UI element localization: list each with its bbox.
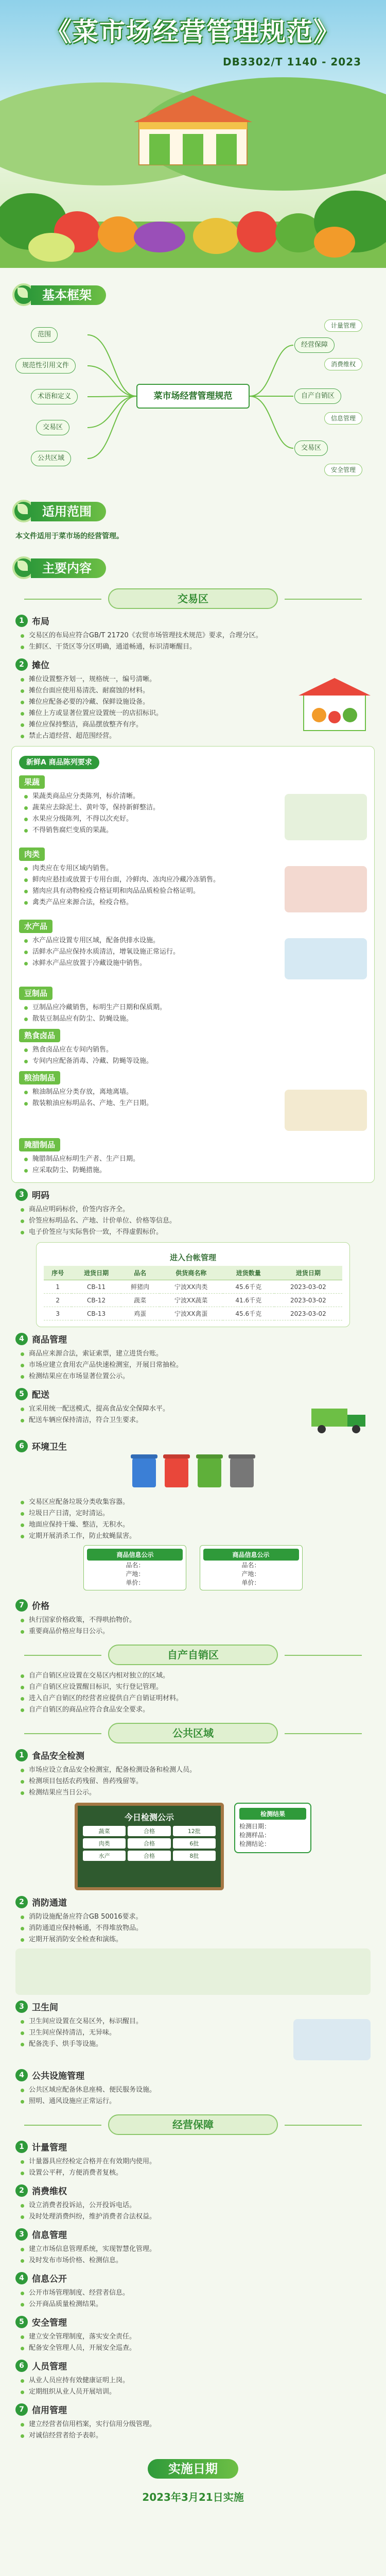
guarantee-item-staff [15,2359,371,2398]
column-header: 供货商名称 [160,1266,223,1280]
bullet-text: 商品应来源合法，索证索票，建立进货台账。 [21,1348,371,1360]
goods-category [19,982,367,1025]
section-scope [12,498,386,524]
item-number: 3 [15,2001,28,2013]
mind-map-node: 交易区 [36,420,69,435]
scope-text: 本文件适用于菜市场的经营管理。 [15,532,124,540]
mind-map-node: 范围 [31,327,58,343]
section-title: 实施日期 [148,2459,238,2479]
entry-ledger [36,1242,350,1327]
bullet-text: 生鲜区、干货区等分区明确，通道畅通，标识清晰醒目。 [21,641,371,653]
goods-display-panel [11,746,375,1183]
bullet-text: 执行国家价格政策，不得哄抬物价。 [21,1615,371,1626]
mind-map-node: 自产自销区 [294,388,341,404]
trade-item-goods-management [15,1332,371,1382]
section-content [12,554,386,581]
mind-map [10,314,376,484]
check-result-line: 检测样品： [239,1832,271,1839]
price-card-line: 品名： [241,1562,260,1569]
bullet-text: 公开商品质量检测结果。 [21,2299,371,2310]
entry-table [44,1266,342,1320]
bullet-text: 鲜肉应悬挂或放置于专用台面，冷鲜肉、冻肉应冷藏冷冻销售。 [24,874,285,886]
notice-board-title: 今日检测公示 [124,1812,174,1822]
section-title: 适用范围 [31,502,106,521]
table-cell: 1 [44,1280,72,1294]
bullet-text: 消防设施配备应符合GB 50016要求。 [21,1911,371,1923]
bullet-text: 摊位上方或显著位置应设置统一的店招标识。 [21,708,299,719]
bullet-text: 检测项目包括农药残留、兽药残留等。 [21,1776,371,1787]
check-result-line: 检测结论： [239,1840,271,1848]
item-title: 明码 [32,1191,49,1201]
bullet-text: 设立消费者投诉站，公开投诉电话。 [21,2200,371,2211]
item-title: 环境卫生 [32,1442,67,1452]
item-title: 食品安全检测 [32,1751,84,1761]
notice-board [75,1803,224,1890]
goods-category-title: 肉类 [19,848,45,861]
stall-illustration [299,674,371,736]
bullet-text: 卫生间应设置在交易区外，标识醒目。 [21,2016,293,2027]
standard-number: DB3302/T 1140 - 2023 [223,56,361,68]
goods-category [19,771,367,843]
table-cell: CB-11 [72,1280,120,1294]
bullet-text: 配备洗手、烘手等设施。 [21,2039,293,2050]
item-number: 1 [15,615,28,627]
item-number: 5 [15,2316,28,2328]
item-number: 4 [15,1333,28,1345]
item-number: 6 [15,1440,28,1452]
price-card [83,1545,186,1590]
bullet-text: 公共区域应配备休息座椅、便民服务设施。 [21,2084,371,2096]
kitchen-waste-bin-icon [198,1458,221,1487]
notice-cell: 合格 [128,1851,170,1861]
notice-cell: 合格 [128,1826,170,1836]
table-cell: 2023-03-02 [274,1294,342,1307]
bullet-text: 及时处理消费纠纷，维护消费者合法权益。 [21,2211,371,2223]
item-number: 1 [15,1749,28,1761]
section-date [0,2455,386,2482]
goods-category-title: 熟食卤品 [19,1029,60,1042]
item-number: 1 [15,2141,28,2153]
table-cell: 45.6千克 [223,1307,274,1320]
restroom-photo [293,2019,371,2060]
guarantee-item-credit [15,2403,371,2442]
table-cell: 宁波XX禽蛋 [160,1307,223,1320]
item-number: 7 [15,2403,28,2416]
bullet-text: 建立经营者信用档案，实行信用分级管理。 [21,2419,371,2430]
item-number: 3 [15,2228,28,2241]
trade-item-price [15,1599,371,1637]
trade-item-delivery [15,1387,371,1434]
public-item-restroom [15,2000,371,2063]
bullet-text: 散装粮油应标明品名、产地、生产日期。 [24,1098,285,1109]
notice-cell: 8批 [173,1851,216,1861]
goods-category [19,1025,367,1067]
column-header: 进货数量 [223,1266,274,1280]
bullet-text: 禽类产品应来源合法，检疫合格。 [24,897,285,908]
bullet-text: 检测结果应当日公示。 [21,1787,371,1799]
bullet-text: 定期组织从业人员开展培训。 [21,2386,371,2398]
item-title: 配送 [32,1390,49,1400]
delivery-truck-icon [309,1403,371,1434]
section-title: 主要内容 [31,558,106,578]
table-cell: 宁波XX肉类 [160,1280,223,1294]
seafood-photo [285,938,367,979]
table-cell: 2 [44,1294,72,1307]
recyclable-bin-icon [132,1458,156,1487]
item-title: 安全管理 [32,2318,67,2328]
bullet-text: 宜采用统一配送模式，提高食品安全保障水平。 [21,1403,309,1415]
bullet-text: 肉类应在专用区域内销售。 [24,863,285,874]
section-title: 基本框架 [31,285,106,305]
table-row [44,1294,342,1307]
guarantee-item-safety [15,2315,371,2354]
bullet-text: 地面应保持干燥、整洁，无积水。 [21,1519,371,1531]
bullet-text: 交易区应配备垃圾分类收集容器。 [21,1497,371,1508]
goods-category [19,1067,367,1134]
item-title: 信用管理 [32,2405,67,2416]
bullet-text: 定期开展消杀工作，防止蚊蝇鼠害。 [21,1531,371,1542]
bullet-text: 摊位台面应使用易清洗、耐腐蚀的材料。 [21,685,299,697]
bullet-text: 进入自产自销区的经营者应提供自产自销证明材料。 [21,1693,371,1704]
table-cell: 鸡蛋 [121,1307,160,1320]
bullet-text: 卫生间应保持清洁，无异味。 [21,2027,293,2039]
goods-category [19,843,367,916]
column-header: 进货日期 [72,1266,120,1280]
bullet-text: 摊位应保持整洁，商品摆放整齐有序。 [21,719,299,731]
table-cell: 3 [44,1307,72,1320]
vegetables-illustration [0,144,386,268]
bullet-text: 电子价签应与实际售价一致，不得虚假标价。 [21,1227,371,1238]
bullet-text: 散装豆制品应有防尘、防蝇设施。 [24,1013,367,1025]
bullet-text: 公开市场管理制度、经营者信息。 [21,2287,371,2299]
bullet-text: 建立安全管理制度，落实安全责任。 [21,2331,371,2343]
public-item-food-safety [15,1749,371,1890]
bullet-text: 自产自销区的商品应符合食品安全要求。 [21,1704,371,1716]
price-card-line: 产地： [241,1570,260,1578]
mind-map-subnode: 安全管理 [324,464,362,476]
self-sell-content [15,1670,371,1716]
check-result-line: 检测日期： [239,1823,271,1830]
goods-category-title: 果蔬 [19,775,45,789]
mind-map-subnode: 消费维权 [324,358,362,370]
table-cell: 41.6千克 [223,1294,274,1307]
mind-map-node: 公共区域 [31,451,71,466]
bullet-text: 从业人员应持有效健康证明上岗。 [21,2375,371,2386]
price-card-line: 品名： [126,1562,145,1569]
goods-category-title: 腌腊制品 [19,1138,60,1151]
vegetables-photo [285,794,367,840]
item-title: 公共设施管理 [32,2071,84,2081]
table-cell: 2023-03-02 [274,1280,342,1294]
guarantee-item-info [15,2228,371,2266]
bullet-text: 冰鲜水产品应放置于冷藏设施中销售。 [24,958,285,969]
goods-category-title: 水产品 [19,920,52,933]
item-title: 消防通道 [32,1898,67,1908]
garbage-bins [15,1458,371,1489]
mind-map-node: 经营保障 [294,337,335,353]
notice-cell: 6批 [173,1838,216,1849]
price-card-line: 产地： [126,1570,145,1578]
bullet-text: 应采取防尘、防蝇措施。 [24,1165,367,1176]
bullet-text: 专间内应配备消毒、冷藏、防蝇等设施。 [24,1056,367,1067]
item-number: 5 [15,1388,28,1400]
guarantee-item-metering [15,2140,371,2179]
bullet-text: 交易区的布局应符合GB/T 21720《农贸市场管理技术规范》要求，合理分区。 [21,630,371,641]
bullet-text: 商品应明码标价，价签内容齐全。 [21,1204,371,1215]
public-item-facilities [15,2069,371,2107]
bullet-text: 消防通道应保持畅通，不得堆放物品。 [21,1923,371,1934]
item-title: 摊位 [32,660,49,671]
section-framework [12,281,386,308]
item-number: 2 [15,2184,28,2197]
bullet-text: 熟食卤品应在专间内销售。 [24,1044,367,1056]
goods-category [19,1134,367,1176]
bullet-text: 禁止占道经营、超范围经营。 [21,731,299,742]
table-cell: CB-13 [72,1307,120,1320]
trade-item-layout [15,614,371,653]
guarantee-item-disclosure [15,2272,371,2310]
mind-map-node: 交易区 [294,440,328,456]
notice-cell: 水产 [83,1851,126,1861]
bullet-text: 蔬菜应去除泥土、黄叶等，保持新鲜整洁。 [24,802,285,814]
table-row [44,1280,342,1294]
item-number: 2 [15,1896,28,1908]
mind-map-center: 菜市场经营管理规范 [136,384,250,409]
bullet-text: 重要商品价格应每日公示。 [21,1626,371,1637]
mind-map-subnode: 信息管理 [324,412,362,425]
notice-cell: 12批 [173,1826,216,1836]
price-card-line: 单价： [241,1579,260,1586]
check-result-card [234,1803,311,1853]
table-cell: 蔬菜 [121,1294,160,1307]
mind-map-subnode: 计量管理 [324,319,362,332]
area-banner-trade: 交易区 [108,588,278,609]
bullet-text: 水产品应设置专用区域，配备供排水设施。 [24,935,285,946]
area-banner-public: 公共区域 [108,1723,278,1743]
item-number: 4 [15,2272,28,2284]
mind-map-node: 术语和定义 [31,389,78,404]
bullet-text: 自产自销区应设置在交易区内相对独立的区域。 [21,1670,371,1682]
item-title: 商品管理 [32,1335,67,1345]
column-header: 序号 [44,1266,72,1280]
hazardous-bin-icon [165,1458,188,1487]
table-title: 进入台帐管理 [169,1253,216,1262]
trade-item-stall [15,658,371,742]
other-waste-bin-icon [230,1458,254,1487]
price-card-head: 商品信息公示 [87,1549,183,1561]
bullet-text: 配备安全管理人员，开展安全巡查。 [21,2343,371,2354]
bullet-text: 腌腊制品应标明生产者、生产日期。 [24,1154,367,1165]
goods-display-heading: 新鲜A 商品陈列要求 [19,756,99,769]
item-number: 2 [15,658,28,671]
item-title: 卫生间 [32,2003,58,2013]
bullet-text: 不得销售腐烂变质的果蔬。 [24,825,285,836]
bullet-text: 市场应建立食用农产品快速检测室，开展日常抽检。 [21,1360,371,1371]
table-row [44,1307,342,1320]
bullet-text: 计量器具应经检定合格并在有效期内使用。 [21,2156,371,2167]
column-header: 品名 [121,1266,160,1280]
bullet-text: 设置公平秤，方便消费者复核。 [21,2167,371,2179]
bullet-text: 价签应标明品名、产地、计价单位、价格等信息。 [21,1215,371,1227]
grain-photo [285,1090,367,1131]
price-cards [15,1542,371,1594]
bullet-text: 及时发布市场价格、检测信息。 [21,2255,371,2266]
table-cell: 2023-03-02 [274,1307,342,1320]
effective-date: 2023年3月21日实施 [142,2491,244,2503]
mind-map-node: 规范性引用文件 [15,358,76,374]
bullet-text: 配送车辆应保持清洁，符合卫生要求。 [21,1415,309,1426]
bullet-text: 垃圾日产日清，定时清运。 [21,1508,371,1519]
item-title: 信息公开 [32,2274,67,2284]
column-header: 进货日期 [274,1266,342,1280]
item-title: 信息管理 [32,2230,67,2241]
bullet-text: 建立市场信息管理系统，实现智慧化管理。 [21,2244,371,2255]
item-title: 价格 [32,1601,49,1612]
bullet-text: 对诚信经营者给予表彰。 [21,2430,371,2442]
item-number: 3 [15,1189,28,1201]
bullet-text: 猪肉应具有动物检疫合格证明和肉品品质检验合格证明。 [24,886,285,897]
page-title: 《菜市场经营管理规范》 [46,17,340,47]
notice-cell: 蔬菜 [83,1826,126,1836]
bullet-text: 活鲜水产品应保持水质清洁，增氧设施正常运行。 [24,946,285,958]
check-result-title: 检测结果 [239,1808,306,1820]
item-number: 6 [15,2360,28,2372]
bullet-text: 定期开展消防安全检查和演练。 [21,1934,371,1945]
goods-category [19,916,367,982]
bullet-text: 粮油制品应分类存放，离地离墙。 [24,1087,285,1098]
meat-photo [285,866,367,912]
bullet-text: 照明、通风设施应正常运行。 [21,2096,371,2107]
trade-item-hygiene [15,1439,371,1594]
bullet-text: 摊位设置整齐划一，规格统一，编号清晰。 [21,674,299,685]
public-item-fire-lane [15,1895,371,1995]
guarantee-item-consumer [15,2184,371,2223]
hero-banner [0,0,386,268]
area-banner-guarantee: 经营保障 [108,2114,278,2135]
goods-category-title: 豆制品 [19,987,52,1000]
notice-cell: 合格 [128,1838,170,1849]
price-card [200,1545,303,1590]
table-cell: CB-12 [72,1294,120,1307]
table-cell: 宁波XX蔬菜 [160,1294,223,1307]
item-number: 7 [15,1599,28,1612]
item-title: 人员管理 [32,2362,67,2372]
bullet-text: 豆制品应冷藏销售，标明生产日期和保质期。 [24,1002,367,1013]
item-number: 4 [15,2069,28,2081]
item-title: 计量管理 [32,2143,67,2153]
bullet-text: 果蔬类商品应分类陈列，标价清晰。 [24,791,285,802]
bullet-text: 检测结果应在市场显著位置公示。 [21,1371,371,1382]
table-cell: 鲜猪肉 [121,1280,160,1294]
area-banner-self-sell: 自产自销区 [108,1645,278,1665]
notice-cell: 肉类 [83,1838,126,1849]
item-title: 布局 [32,617,49,627]
fire-lane-photo [15,1948,371,1995]
bullet-text: 市场应设立食品安全检测室，配备检测设备和检测人员。 [21,1765,371,1776]
table-cell: 45.6千克 [223,1280,274,1294]
price-card-line: 单价： [126,1579,145,1586]
bullet-text: 摊位应配备必要的冷藏、保鲜设施设备。 [21,697,299,708]
bullet-text: 自产自销区应设置醒目标识，实行登记管理。 [21,1682,371,1693]
trade-item-pricing [15,1188,371,1327]
bullet-text: 水果应分级陈列，不得以次充好。 [24,814,285,825]
item-title: 消费维权 [32,2187,67,2197]
goods-category-title: 粮油制品 [19,1071,60,1084]
price-card-head: 商品信息公示 [203,1549,299,1561]
